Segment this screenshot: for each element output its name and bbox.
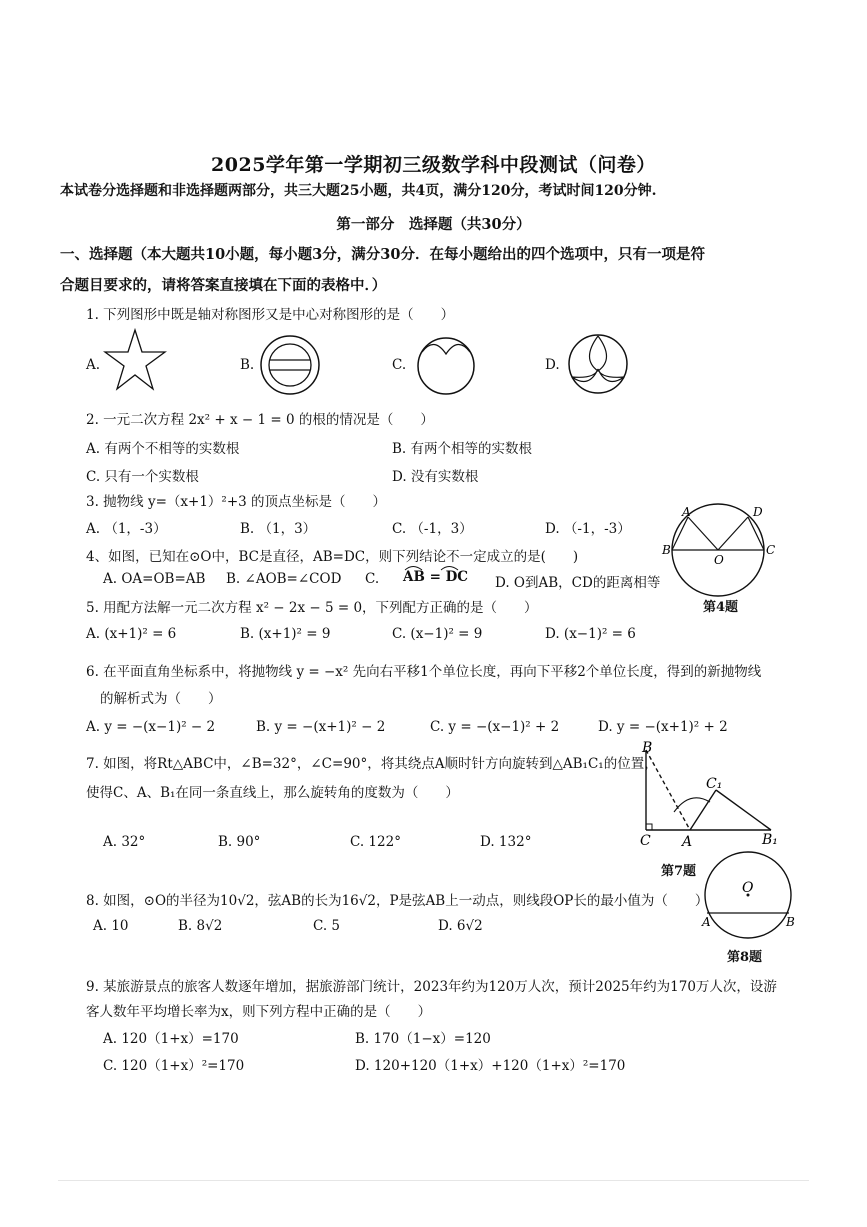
- q5-option-a: A. (x+1)² = 6: [86, 626, 177, 642]
- figure-q4-circle: [662, 505, 784, 589]
- question-7-stem-cont: 使得C、A、B₁在同一条直线上，那么旋转角的度数为（ ）: [86, 785, 459, 801]
- q1-option-d-label: D.: [545, 357, 560, 373]
- q2-option-d: D. 没有实数根: [392, 469, 479, 485]
- exam-intro: 本试卷分选择题和非选择题两部分，共三大题25小题，共4页，满分120分，考试时间120分钟.: [60, 183, 657, 199]
- q4-option-a: A. OA=OB=AB: [103, 571, 206, 587]
- q8-option-d: D. 6√2: [438, 918, 483, 934]
- question-2-stem: 2. 一元二次方程 2x² + x − 1 = 0 的根的情况是（ ）: [86, 412, 434, 428]
- label-d: D: [753, 505, 763, 519]
- q9-option-c: C. 120（1+x）²=170: [103, 1058, 245, 1074]
- label-o: O: [714, 553, 724, 567]
- question-9-stem: 9. 某旅游景点的旅客人数逐年增加，据旅游部门统计，2023年约为120万人次，预计2025年约为170万人次，设游: [86, 979, 777, 995]
- q1-option-a-label: A.: [86, 357, 101, 373]
- q7-option-c: C. 122°: [350, 834, 401, 850]
- label-a: A: [682, 505, 691, 519]
- question-9-stem-cont: 客人数年平均增长率为x，则下列方程中正确的是（ ）: [86, 1004, 432, 1020]
- question-6-stem: 6. 在平面直角坐标系中，将抛物线 y = −x² 先向右平移1个单位长度，再向下平移2个单位长度，得到的新抛物线: [86, 664, 762, 680]
- q6-option-c: C. y = −(x−1)² + 2: [430, 719, 560, 735]
- q4-option-d: D. O到AB，CD的距离相等: [495, 575, 661, 591]
- q2-option-b: B. 有两个相等的实数根: [392, 441, 533, 457]
- q5-option-d: D. (x−1)² = 6: [545, 626, 636, 642]
- label-o: O: [742, 880, 754, 896]
- label-a: A: [702, 915, 711, 929]
- question-4-stem: 4、如图，已知在⊙O中，BC是直径，AB=DC，则下列结论不一定成立的是( ): [86, 549, 579, 565]
- q9-option-a: A. 120（1+x）=170: [103, 1031, 239, 1047]
- question-3-stem: 3. 抛物线 y=（x+1）²+3 的顶点坐标是（ ）: [86, 494, 387, 510]
- label-c: C: [766, 543, 776, 557]
- section1-instructions-line2: 合题目要求的，请将答案直接填在下面的表格中．）: [60, 277, 387, 294]
- section1-instructions-line1: 一、选择题（本大题共10小题，每小题3分，满分30分．在每小题给出的四个选项中，只有一项是符: [60, 246, 705, 263]
- q6-option-a: A. y = −(x−1)² − 2: [86, 719, 216, 735]
- figure-q4-caption: 第4题: [703, 600, 739, 615]
- label-b: B: [662, 543, 671, 557]
- label-b: B: [642, 740, 653, 756]
- label-c: C: [640, 833, 651, 849]
- q7-option-d: D. 132°: [480, 834, 532, 850]
- star-icon: [103, 327, 167, 393]
- q6-option-b: B. y = −(x+1)² − 2: [256, 719, 386, 735]
- question-5-stem: 5. 用配方法解一元二次方程 x² − 2x − 5 = 0，下列配方正确的是（ ）: [86, 600, 538, 616]
- q6-option-d: D. y = −(x+1)² + 2: [598, 719, 728, 735]
- q7-option-b: B. 90°: [218, 834, 261, 850]
- q1-option-c-label: C.: [392, 357, 407, 373]
- q2-option-c: C. 只有一个实数根: [86, 469, 199, 485]
- part1-heading: 第一部分 选择题（共30分）: [336, 216, 531, 233]
- circle-with-bars-icon: [259, 334, 321, 396]
- trefoil-circle-icon: [567, 333, 629, 395]
- page-title: 2025学年第一学期初三级数学科中段测试（问卷）: [211, 154, 656, 176]
- heart-circle-icon: [414, 334, 478, 396]
- q1-option-b-label: B.: [240, 357, 255, 373]
- page-bottom-divider: [58, 1180, 809, 1181]
- label-c1: C₁: [706, 776, 723, 792]
- q3-option-c: C. （-1，3）: [392, 521, 473, 537]
- q3-option-b: B. （1，3）: [240, 521, 317, 537]
- figure-q7-triangle: [636, 740, 786, 850]
- question-7-stem: 7. 如图，将Rt△ABC中，∠B=32°，∠C=90°，将其绕点A顺时针方向旋转到△AB₁C₁的位置，: [86, 756, 658, 772]
- question-8-stem: 8. 如图，⊙O的半径为10√2，弦AB的长为16√2，P是弦AB上一动点，则线段OP长的最小值为（ ）: [86, 893, 709, 909]
- question-1-stem: 1. 下列图形中既是轴对称图形又是中心对称图形的是（ ）: [86, 307, 455, 323]
- q5-option-c: C. (x−1)² = 9: [392, 626, 483, 642]
- label-a: A: [682, 834, 693, 850]
- figure-q7-caption: 第7题: [661, 864, 697, 879]
- q5-option-b: B. (x+1)² = 9: [240, 626, 331, 642]
- q2-option-a: A. 有两个不相等的实数根: [86, 441, 240, 457]
- q7-option-a: A. 32°: [103, 834, 146, 850]
- figure-q8-circle: [700, 850, 800, 942]
- q8-option-a: A. 10: [93, 918, 129, 934]
- q4-option-c-arc-equation: AB = DC: [403, 569, 469, 585]
- arc-marks: [403, 563, 463, 571]
- q3-option-a: A. （1，-3）: [86, 521, 167, 537]
- q9-option-d: D. 120+120（1+x）+120（1+x）²=170: [355, 1058, 626, 1074]
- q4-option-c-label: C.: [365, 571, 380, 587]
- label-b: B: [786, 915, 795, 929]
- figure-q8-caption: 第8题: [727, 950, 763, 965]
- q8-option-c: C. 5: [313, 918, 341, 934]
- label-b1: B₁: [762, 832, 778, 848]
- q3-option-d: D. （-1，-3）: [545, 521, 631, 537]
- q8-option-b: B. 8√2: [178, 918, 223, 934]
- question-6-stem-cont: 的解析式为（ ）: [100, 691, 222, 707]
- q9-option-b: B. 170（1−x）=120: [355, 1031, 491, 1047]
- q4-option-b: B. ∠AOB=∠COD: [226, 571, 342, 587]
